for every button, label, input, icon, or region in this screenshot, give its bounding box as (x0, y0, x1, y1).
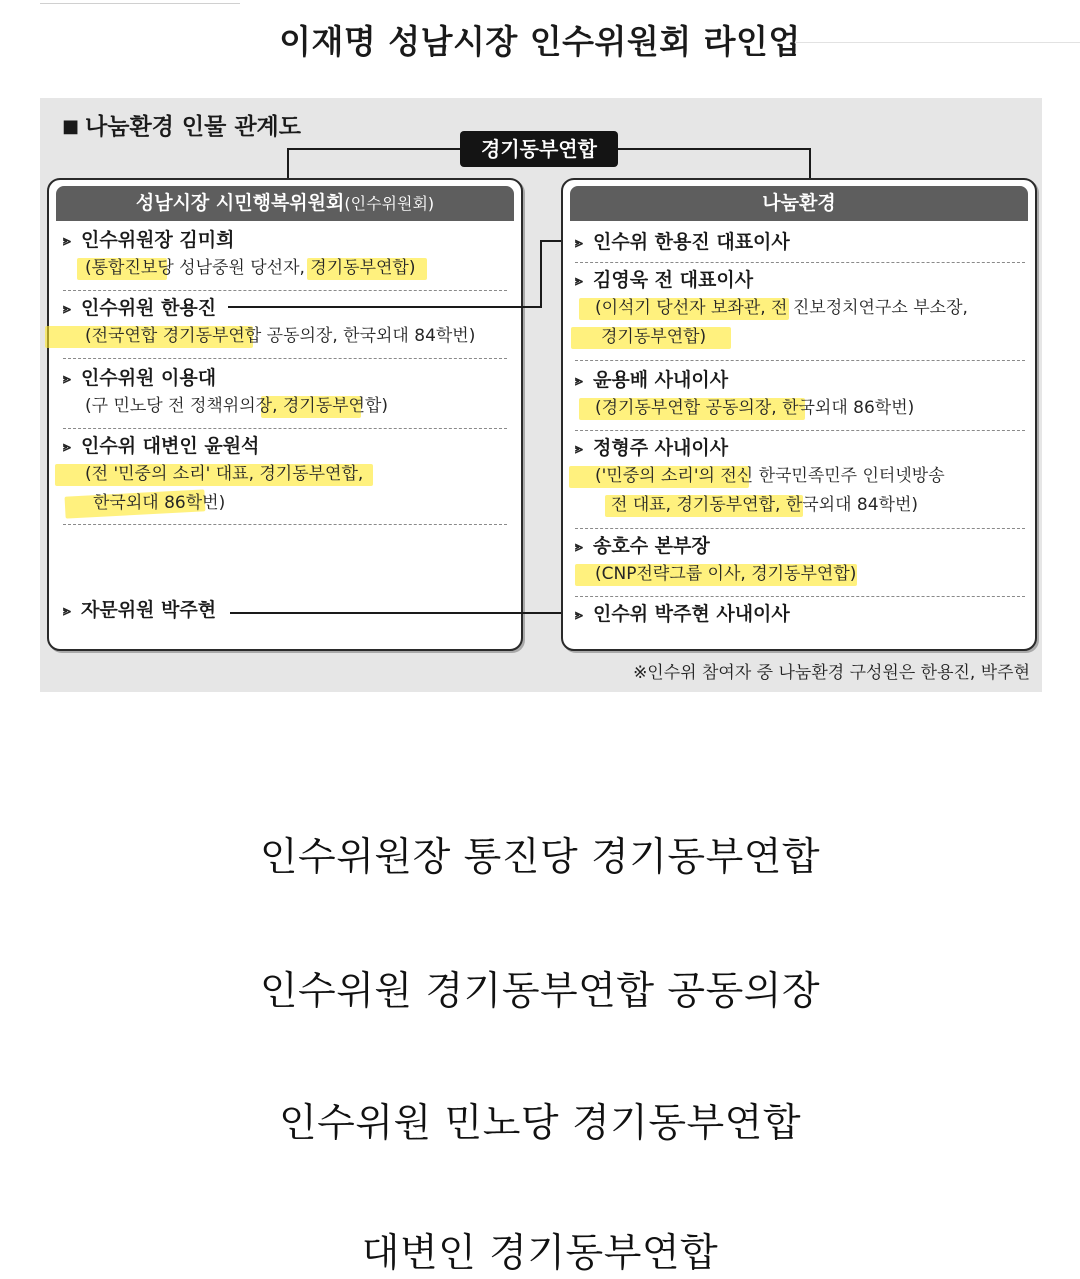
connector-line (540, 240, 542, 308)
connector-line (230, 612, 574, 614)
entry-role: 정형주 사내이사 (593, 437, 729, 459)
left-panel (47, 178, 523, 651)
statement-line: 인수위원장 통진당 경기동부연합 (259, 835, 821, 880)
list-item (63, 294, 507, 359)
connector-line (809, 148, 811, 178)
chevron-right-icon: ⪢ (575, 607, 583, 623)
list-item (575, 266, 1025, 361)
chevron-right-icon: ⪢ (63, 301, 71, 317)
connector-line (287, 148, 460, 150)
chevron-right-icon: ⪢ (575, 235, 583, 251)
entry-role: 인수위원 이용대 (81, 367, 217, 389)
diagram-title (62, 108, 301, 141)
entry-detail: (전국연합 경기동부연합 공동의장, 한국외대 84학번) (85, 326, 476, 346)
connector-line (228, 306, 541, 308)
right-panel-heading: 나눔환경 (570, 186, 1028, 221)
entry-detail: (통합진보당 성남중원 당선자, 경기동부연합) (85, 258, 416, 278)
entry-role: 자문위원 박주현 (81, 599, 217, 621)
statement-line: 대변인 경기동부연합 (361, 1231, 719, 1276)
chevron-right-icon: ⪢ (63, 371, 71, 387)
entry-role: 윤용배 사내이사 (593, 369, 729, 391)
entry-detail: (경기동부연합 공동의장, 한국외대 86학번) (595, 398, 915, 418)
connector-line (618, 148, 811, 150)
entry-detail: 경기동부연합) (601, 327, 707, 347)
entry-role: 인수위원장 김미희 (81, 229, 235, 251)
connector-line (287, 148, 289, 178)
entry-role: 인수위 대변인 윤원석 (81, 435, 260, 457)
left-heading-sub: (인수위원회) (344, 194, 435, 213)
chevron-right-icon: ⪢ (575, 441, 583, 457)
entry-detail: 전 대표, 경기동부연합, 한국외대 84학번) (611, 495, 919, 515)
right-panel (561, 178, 1037, 651)
entry-detail: (CNP전략그룹 이사, 경기동부연합) (595, 564, 857, 584)
page-title: 이재명 성남시장 인수위원회 라인업 (279, 22, 801, 61)
statement-line: 인수위원 민노당 경기동부연합 (278, 1101, 802, 1146)
chevron-right-icon: ⪢ (63, 603, 71, 619)
diagram-footnote: ※인수위 참여자 중 나눔환경 구성원은 한용진, 박주현 (633, 663, 1030, 683)
entry-detail: (전 '민중의 소리' 대표, 경기동부연합, (85, 464, 364, 484)
list-item (575, 600, 1025, 632)
list-item (575, 366, 1025, 431)
chevron-right-icon: ⪢ (63, 233, 71, 249)
list-item (63, 364, 507, 429)
entry-role: 인수위 한용진 대표이사 (593, 231, 790, 253)
entry-detail: ('민중의 소리'의 전신 한국민족민주 인터넷방송 (595, 466, 945, 486)
entry-role: 송호수 본부장 (593, 535, 710, 557)
diagram-title-text: 나눔환경 인물 관계도 (85, 114, 301, 140)
list-item (575, 532, 1025, 597)
entry-detail: (구 민노당 전 정책위의장, 경기동부연합) (85, 396, 389, 416)
chevron-right-icon: ⪢ (575, 539, 583, 555)
chevron-right-icon: ⪢ (575, 273, 583, 289)
list-item (575, 228, 1025, 263)
top-edge-fragment (40, 0, 240, 4)
entry-role: 김영욱 전 대표이사 (593, 269, 754, 291)
entry-role: 인수위원 한용진 (81, 297, 217, 319)
list-item (63, 226, 507, 291)
relationship-diagram-image (40, 98, 1042, 692)
chevron-right-icon: ⪢ (575, 373, 583, 389)
entry-detail: (이석기 당선자 보좌관, 전 진보정치연구소 부소장, (595, 298, 968, 318)
list-item (575, 434, 1025, 529)
left-panel-heading (56, 186, 514, 221)
entry-role: 인수위 박주현 사내이사 (593, 603, 790, 625)
center-badge: 경기동부연합 (460, 131, 618, 167)
entry-detail: 한국외대 86학번) (93, 493, 226, 513)
list-item (63, 432, 507, 525)
left-heading-text: 성남시장 시민행복위원회 (135, 192, 345, 214)
square-bullet-icon: ■ (62, 116, 80, 137)
chevron-right-icon: ⪢ (63, 439, 71, 455)
statement-line: 인수위원 경기동부연합 공동의장 (259, 969, 821, 1014)
